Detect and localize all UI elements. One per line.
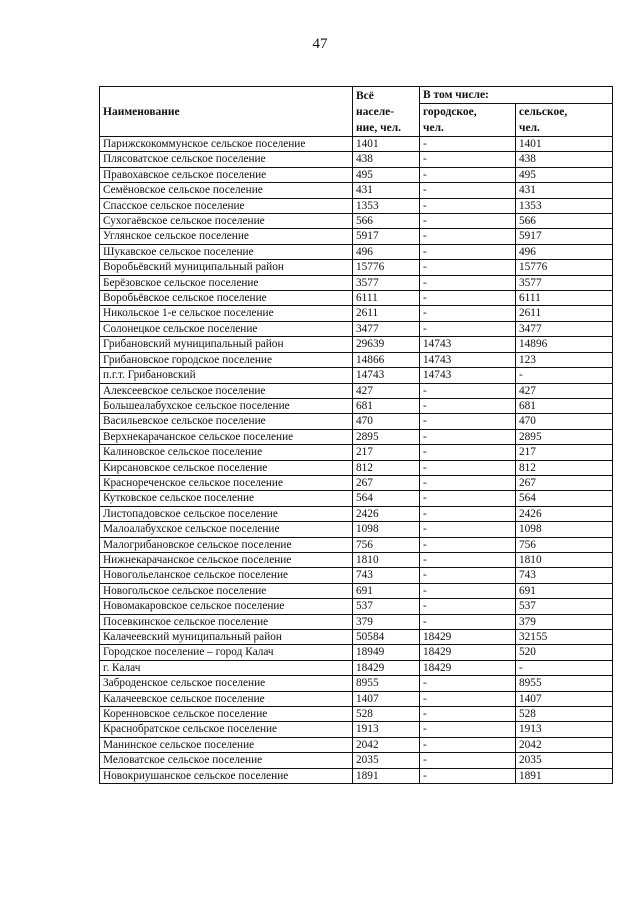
header-urban-line2: чел. — [423, 122, 444, 134]
table-row — [100, 183, 613, 198]
table-row — [100, 137, 613, 152]
cell-total: 427 — [353, 383, 420, 398]
cell-name: Большеалабухское сельское поселение — [100, 398, 353, 413]
cell-rural: 3477 — [516, 321, 613, 336]
cell-name: Кирсановское сельское поселение — [100, 460, 353, 475]
cell-name: Верхнекарачанское сельское поселение — [100, 429, 353, 444]
cell-total: 1353 — [353, 198, 420, 213]
cell-rural: 1353 — [516, 198, 613, 213]
cell-rural: 217 — [516, 445, 613, 460]
cell-urban: - — [420, 152, 516, 167]
cell-total: 1098 — [353, 522, 420, 537]
cell-total: 50584 — [353, 630, 420, 645]
header-total-line2: населе- — [356, 105, 395, 118]
cell-total: 217 — [353, 445, 420, 460]
cell-urban: - — [420, 260, 516, 275]
cell-name: Грибановский муниципальный район — [100, 337, 353, 352]
header-rural — [516, 104, 613, 137]
cell-urban: - — [420, 768, 516, 783]
header-total — [353, 87, 420, 137]
cell-rural: 470 — [516, 414, 613, 429]
table-row — [100, 275, 613, 290]
cell-urban: - — [420, 583, 516, 598]
cell-total: 537 — [353, 599, 420, 614]
cell-name: Заброденское сельское поселение — [100, 676, 353, 691]
cell-total: 1810 — [353, 552, 420, 567]
cell-rural: 537 — [516, 599, 613, 614]
cell-urban: - — [420, 676, 516, 691]
cell-urban: - — [420, 291, 516, 306]
cell-urban: - — [420, 522, 516, 537]
cell-rural: 123 — [516, 352, 613, 367]
cell-rural: 2611 — [516, 306, 613, 321]
population-table — [99, 86, 613, 784]
cell-urban: 18429 — [420, 645, 516, 660]
table-row — [100, 352, 613, 367]
table-row — [100, 198, 613, 213]
cell-total: 431 — [353, 183, 420, 198]
cell-total: 495 — [353, 167, 420, 182]
cell-name: Шукавское сельское поселение — [100, 244, 353, 259]
cell-urban: - — [420, 475, 516, 490]
cell-urban: - — [420, 321, 516, 336]
cell-name: Углянское сельское поселение — [100, 229, 353, 244]
table-row — [100, 383, 613, 398]
cell-rural: 812 — [516, 460, 613, 475]
cell-total: 470 — [353, 414, 420, 429]
cell-urban: - — [420, 414, 516, 429]
cell-rural: 528 — [516, 707, 613, 722]
cell-rural: 520 — [516, 645, 613, 660]
cell-rural: 379 — [516, 614, 613, 629]
cell-name: Сухогаёвское сельское поселение — [100, 214, 353, 229]
cell-urban: 14743 — [420, 337, 516, 352]
cell-name: Манинское сельское поселение — [100, 737, 353, 752]
table-row — [100, 337, 613, 352]
cell-name: Алексеевское сельское поселение — [100, 383, 353, 398]
cell-urban: - — [420, 691, 516, 706]
cell-rural: 564 — [516, 491, 613, 506]
cell-urban: - — [420, 599, 516, 614]
cell-rural: 6111 — [516, 291, 613, 306]
cell-total: 14866 — [353, 352, 420, 367]
table-row — [100, 630, 613, 645]
cell-rural: 14896 — [516, 337, 613, 352]
cell-total: 1407 — [353, 691, 420, 706]
cell-name: Семёновское сельское поселение — [100, 183, 353, 198]
header-rural-line1: сельское, — [519, 106, 568, 118]
table-row — [100, 475, 613, 490]
cell-name: Кутковское сельское поселение — [100, 491, 353, 506]
cell-name: Малоалабухское сельское поселение — [100, 522, 353, 537]
cell-urban: - — [420, 445, 516, 460]
cell-name: Васильевское сельское поселение — [100, 414, 353, 429]
table-header — [100, 87, 613, 137]
cell-name: Калачеевский муниципальный район — [100, 630, 353, 645]
cell-rural: 8955 — [516, 676, 613, 691]
cell-rural: 1098 — [516, 522, 613, 537]
cell-rural: 496 — [516, 244, 613, 259]
table-row — [100, 491, 613, 506]
cell-name: Меловатское сельское поселение — [100, 753, 353, 768]
cell-total: 1891 — [353, 768, 420, 783]
cell-rural: 1407 — [516, 691, 613, 706]
header-including: В том числе: — [420, 87, 613, 104]
cell-urban: - — [420, 614, 516, 629]
cell-rural: 32155 — [516, 630, 613, 645]
cell-total: 15776 — [353, 260, 420, 275]
table-row — [100, 445, 613, 460]
table-row — [100, 229, 613, 244]
cell-rural: 438 — [516, 152, 613, 167]
cell-urban: - — [420, 183, 516, 198]
cell-name: Солонецкое сельское поселение — [100, 321, 353, 336]
cell-total: 691 — [353, 583, 420, 598]
cell-urban: - — [420, 722, 516, 737]
cell-rural: - — [516, 660, 613, 675]
cell-rural: 681 — [516, 398, 613, 413]
cell-urban: - — [420, 753, 516, 768]
cell-urban: - — [420, 306, 516, 321]
cell-total: 3577 — [353, 275, 420, 290]
cell-rural: 756 — [516, 537, 613, 552]
cell-total: 756 — [353, 537, 420, 552]
cell-rural: 1401 — [516, 137, 613, 152]
cell-name: Грибановское городское поселение — [100, 352, 353, 367]
cell-rural: 566 — [516, 214, 613, 229]
table-row — [100, 707, 613, 722]
cell-name: Новогольское сельское поселение — [100, 583, 353, 598]
cell-urban: - — [420, 506, 516, 521]
cell-total: 2611 — [353, 306, 420, 321]
table-row — [100, 414, 613, 429]
table-row — [100, 660, 613, 675]
header-rural-line2: чел. — [519, 122, 540, 134]
cell-rural: 495 — [516, 167, 613, 182]
cell-rural: 3577 — [516, 275, 613, 290]
table-row — [100, 244, 613, 259]
cell-name: Коренновское сельское поселение — [100, 707, 353, 722]
cell-total: 3477 — [353, 321, 420, 336]
table-row — [100, 214, 613, 229]
cell-rural: 2042 — [516, 737, 613, 752]
cell-total: 496 — [353, 244, 420, 259]
header-name: Наименование — [100, 87, 353, 137]
cell-rural: 2895 — [516, 429, 613, 444]
table-row — [100, 522, 613, 537]
cell-name: Воробьёвский муниципальный район — [100, 260, 353, 275]
cell-urban: - — [420, 275, 516, 290]
cell-urban: - — [420, 491, 516, 506]
cell-total: 18429 — [353, 660, 420, 675]
cell-name: Плясоватское сельское поселение — [100, 152, 353, 167]
cell-name: Берёзовское сельское поселение — [100, 275, 353, 290]
cell-name: п.г.т. Грибановский — [100, 368, 353, 383]
page-number: 47 — [312, 36, 328, 52]
table-row — [100, 260, 613, 275]
cell-total: 812 — [353, 460, 420, 475]
cell-urban: - — [420, 137, 516, 152]
cell-name: Краснобратское сельское поселение — [100, 722, 353, 737]
cell-name: Калиновское сельское поселение — [100, 445, 353, 460]
cell-rural: - — [516, 368, 613, 383]
cell-total: 564 — [353, 491, 420, 506]
cell-urban: - — [420, 737, 516, 752]
cell-rural: 2426 — [516, 506, 613, 521]
cell-urban: - — [420, 398, 516, 413]
table-row — [100, 368, 613, 383]
table-row — [100, 506, 613, 521]
cell-total: 1401 — [353, 137, 420, 152]
cell-urban: - — [420, 537, 516, 552]
table-row — [100, 599, 613, 614]
cell-total: 681 — [353, 398, 420, 413]
cell-urban: - — [420, 568, 516, 583]
cell-urban: - — [420, 214, 516, 229]
table-row — [100, 167, 613, 182]
table-row — [100, 645, 613, 660]
cell-urban: - — [420, 383, 516, 398]
cell-rural: 1810 — [516, 552, 613, 567]
header-urban — [420, 104, 516, 137]
cell-total: 1913 — [353, 722, 420, 737]
table-row — [100, 291, 613, 306]
table-row — [100, 737, 613, 752]
table-row — [100, 614, 613, 629]
cell-urban: - — [420, 429, 516, 444]
cell-name: Новокриушанское сельское поселение — [100, 768, 353, 783]
cell-rural: 427 — [516, 383, 613, 398]
cell-urban: - — [420, 552, 516, 567]
cell-urban: - — [420, 198, 516, 213]
table-row — [100, 583, 613, 598]
table-row — [100, 306, 613, 321]
cell-total: 2042 — [353, 737, 420, 752]
table-body — [100, 137, 613, 784]
cell-rural: 15776 — [516, 260, 613, 275]
cell-rural: 743 — [516, 568, 613, 583]
cell-rural: 691 — [516, 583, 613, 598]
cell-urban: 18429 — [420, 660, 516, 675]
cell-name: Калачеевское сельское поселение — [100, 691, 353, 706]
cell-urban: 14743 — [420, 368, 516, 383]
header-urban-line1: городское, — [423, 106, 477, 118]
cell-urban: 18429 — [420, 630, 516, 645]
cell-name: Спасское сельское поселение — [100, 198, 353, 213]
table-row — [100, 398, 613, 413]
cell-urban: - — [420, 229, 516, 244]
table-row — [100, 321, 613, 336]
cell-urban: 14743 — [420, 352, 516, 367]
cell-total: 2426 — [353, 506, 420, 521]
table-row — [100, 768, 613, 783]
cell-urban: - — [420, 244, 516, 259]
cell-urban: - — [420, 460, 516, 475]
table-row — [100, 537, 613, 552]
cell-name: Городское поселение – город Калач — [100, 645, 353, 660]
cell-name: Новогольеланское сельское поселение — [100, 568, 353, 583]
table-row — [100, 460, 613, 475]
cell-total: 379 — [353, 614, 420, 629]
cell-name: Посевкинское сельское поселение — [100, 614, 353, 629]
cell-name: Новомакаровское сельское поселение — [100, 599, 353, 614]
table-row — [100, 676, 613, 691]
cell-name: Листопадовское сельское поселение — [100, 506, 353, 521]
cell-total: 8955 — [353, 676, 420, 691]
cell-rural: 1891 — [516, 768, 613, 783]
cell-total: 29639 — [353, 337, 420, 352]
cell-total: 18949 — [353, 645, 420, 660]
header-total-line3: ние, чел. — [356, 121, 402, 134]
cell-urban: - — [420, 167, 516, 182]
table-row — [100, 552, 613, 567]
cell-name: Краснореченское сельское поселение — [100, 475, 353, 490]
cell-name: Правохавское сельское поселение — [100, 167, 353, 182]
table-row — [100, 568, 613, 583]
cell-name: Нижнекарачанское сельское поселение — [100, 552, 353, 567]
header-total-line1: Всё — [356, 89, 374, 102]
cell-total: 566 — [353, 214, 420, 229]
table-row — [100, 722, 613, 737]
cell-total: 5917 — [353, 229, 420, 244]
cell-total: 2035 — [353, 753, 420, 768]
cell-name: г. Калач — [100, 660, 353, 675]
cell-name: Воробьёвское сельское поселение — [100, 291, 353, 306]
cell-urban: - — [420, 707, 516, 722]
cell-total: 743 — [353, 568, 420, 583]
cell-total: 438 — [353, 152, 420, 167]
cell-rural: 5917 — [516, 229, 613, 244]
cell-total: 14743 — [353, 368, 420, 383]
cell-total: 6111 — [353, 291, 420, 306]
table-row — [100, 691, 613, 706]
table-row — [100, 429, 613, 444]
cell-name: Никольское 1-е сельское поселение — [100, 306, 353, 321]
cell-rural: 267 — [516, 475, 613, 490]
cell-total: 267 — [353, 475, 420, 490]
cell-total: 528 — [353, 707, 420, 722]
cell-total: 2895 — [353, 429, 420, 444]
table-row — [100, 152, 613, 167]
cell-name: Парижскокоммунское сельское поселение — [100, 137, 353, 152]
cell-rural: 1913 — [516, 722, 613, 737]
cell-rural: 2035 — [516, 753, 613, 768]
table-row — [100, 753, 613, 768]
cell-rural: 431 — [516, 183, 613, 198]
cell-name: Малогрибановское сельское поселение — [100, 537, 353, 552]
